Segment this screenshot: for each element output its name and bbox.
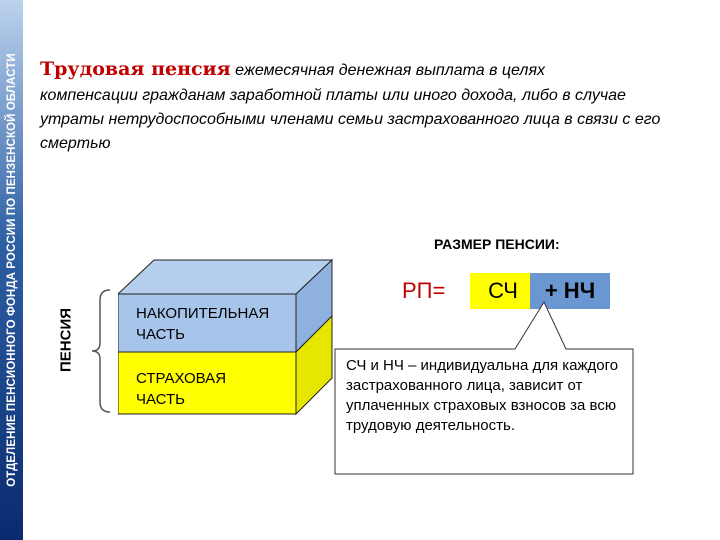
pension-label: ПЕНСИЯ [57,307,75,373]
formula-sch: СЧ [470,273,536,309]
sidebar-org-name: ОТДЕЛЕНИЕ ПЕНСИОННОГО ФОНДА РОССИИ ПО ПЕНЗЕНСКОЙ ОБЛАСТИ [6,53,18,487]
definition-term: Трудовая пенсия [40,58,231,80]
accumulative-part-label: НАКОПИТЕЛЬНАЯ ЧАСТЬ [136,305,270,343]
definition-title-line [40,56,700,84]
brace-icon [88,288,112,414]
pension-size-label: РАЗМЕР ПЕНСИИ: [434,236,560,252]
insurance-part-label: СТРАХОВАЯ ЧАСТЬ [136,370,227,408]
formula-nch: + НЧ [530,273,610,309]
formula-rp: РП= [402,278,446,303]
block-top-face [118,260,332,294]
definition-first-line: ежемесячная денежная выплата в целях [235,62,545,79]
definition-body: компенсации гражданам заработной платы или иного дохода, либо в случае утраты нетрудоспособными членами семьи застрахованного лица в связи с его смертью [40,87,661,152]
callout-text: СЧ и НЧ – индивидуальна для каждого застрахованного лица, зависит от уплаченных страховых взносов за всю трудовую деятельность. [346,357,619,434]
sidebar-banner [0,0,23,540]
